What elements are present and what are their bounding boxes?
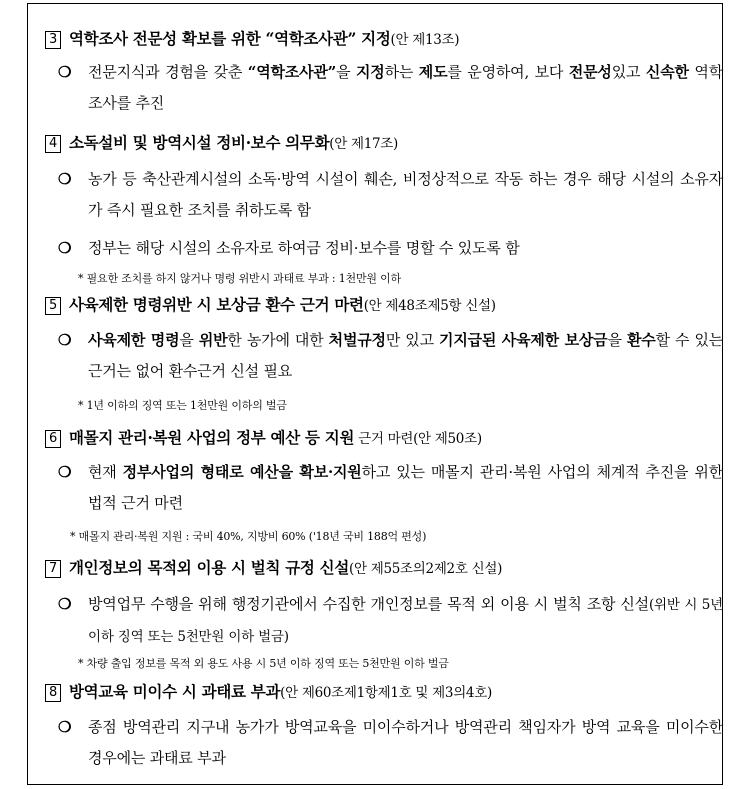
section-number: 6: [45, 430, 61, 448]
section-number: 5: [45, 297, 61, 315]
note-6: * 매몰지 관리·복원 지원 : 국비 40%, 지방비 60% ('18년 국비 188억 편성): [70, 530, 427, 543]
section-number: 7: [45, 560, 61, 578]
bullet-text: 현재 정부사업의 형태로 예산을 확보·지원하고 있는 매몰지 관리·복원 사업의 체계적 추진을 위한 법적 근거 마련: [88, 463, 723, 512]
section-title: 사육제한 명령위반 시 보상금 환수 근거 마련: [69, 295, 364, 314]
section-ref: (안 제17조): [329, 136, 398, 152]
bullet-mark: ❍: [58, 595, 72, 613]
section-ref: (안 제60조제1항제1호 및 제3의4호): [280, 685, 492, 701]
bullet-mark: ❍: [58, 718, 72, 736]
section-number: 4: [45, 135, 61, 153]
section-3-heading: [45, 27, 459, 49]
bullet-3: [58, 57, 723, 119]
bullet-7: [58, 589, 723, 653]
bullet-text: 정부는 해당 시설의 소유자로 하여금 정비·보수를 명할 수 있도록 함: [88, 239, 520, 257]
section-number: 3: [45, 31, 61, 49]
bullet-4a: [58, 164, 723, 226]
section-ref: (안 제48조제5항 신설): [363, 298, 496, 314]
bullet-text: 전문지식과 경험을 갖춘 “역학조사관”을 지정하는 제도를 운영하여, 보다 전문성있고 신속한 역학조사를 추진: [88, 63, 723, 112]
section-6-heading: [45, 426, 482, 448]
note-7: * 차량 출입 정보를 목적 외 용도 사용 시 5년 이하 징역 또는 5천만원 이하 벌금: [78, 657, 449, 670]
section-title: 개인정보의 목적외 이용 시 벌칙 규정 신설: [69, 558, 350, 577]
section-number: 8: [45, 684, 61, 702]
bullet-8: [58, 712, 723, 774]
section-title: 역학조사 전문성 확보를 위한 “역학조사관” 지정: [69, 29, 391, 48]
bullet-text: 농가 등 축산관계시설의 소독·방역 시설이 훼손, 비정상적으로 작동 하는 경우 해당 시설의 소유자가 즉시 필요한 조치를 취하도록 함: [88, 170, 723, 219]
bullet-mark: ❍: [58, 331, 72, 349]
bullet-4b: [58, 233, 723, 264]
note-5: * 1년 이하의 징역 또는 1천만원 이하의 벌금: [78, 399, 287, 412]
bullet-text: 사육제한 명령을 위반한 농가에 대한 처벌규정만 있고 기지급된 사육제한 보상금을 환수할 수 있는 근거는 없어 환수근거 신설 필요: [88, 331, 724, 380]
section-ref: (안 제13조): [390, 32, 460, 48]
bullet-5: [58, 325, 723, 387]
section-4-heading: [45, 131, 398, 153]
bullet-mark: ❍: [58, 170, 72, 188]
section-title: 방역교육 미이수 시 과태료 부과: [69, 682, 281, 701]
bullet-text: 종점 방역관리 지구내 농가가 방역교육을 미이수하거나 방역관리 책임자가 방역 교육을 미이수한 경우에는 과태료 부과: [88, 718, 723, 767]
bullet-text: 방역업무 수행을 위해 행정기관에서 수집한 개인정보를 목적 외 이용 시 벌칙 조항 신설(위반 시 5년이하 징역 또는 5천만원 이하 벌금): [88, 595, 723, 645]
section-7-heading: [45, 556, 502, 578]
section-ref: (안 제55조의2제2호 신설): [349, 561, 503, 577]
section-title: 매몰지 관리·복원 사업의 정부 예산 등 지원: [69, 428, 355, 447]
section-ref: 근거 마련(안 제50조): [354, 431, 482, 447]
section-5-heading: [45, 293, 496, 315]
bullet-mark: ❍: [58, 239, 72, 257]
bullet-mark: ❍: [58, 63, 72, 81]
note-4: * 필요한 조치를 하지 않거나 명령 위반시 과태료 부과 : 1천만원 이하: [78, 272, 401, 285]
bullet-6: [58, 457, 723, 519]
bullet-mark: ❍: [58, 463, 72, 481]
section-8-heading: [45, 680, 492, 702]
section-title: 소독설비 및 방역시설 정비·보수 의무화: [69, 133, 330, 152]
